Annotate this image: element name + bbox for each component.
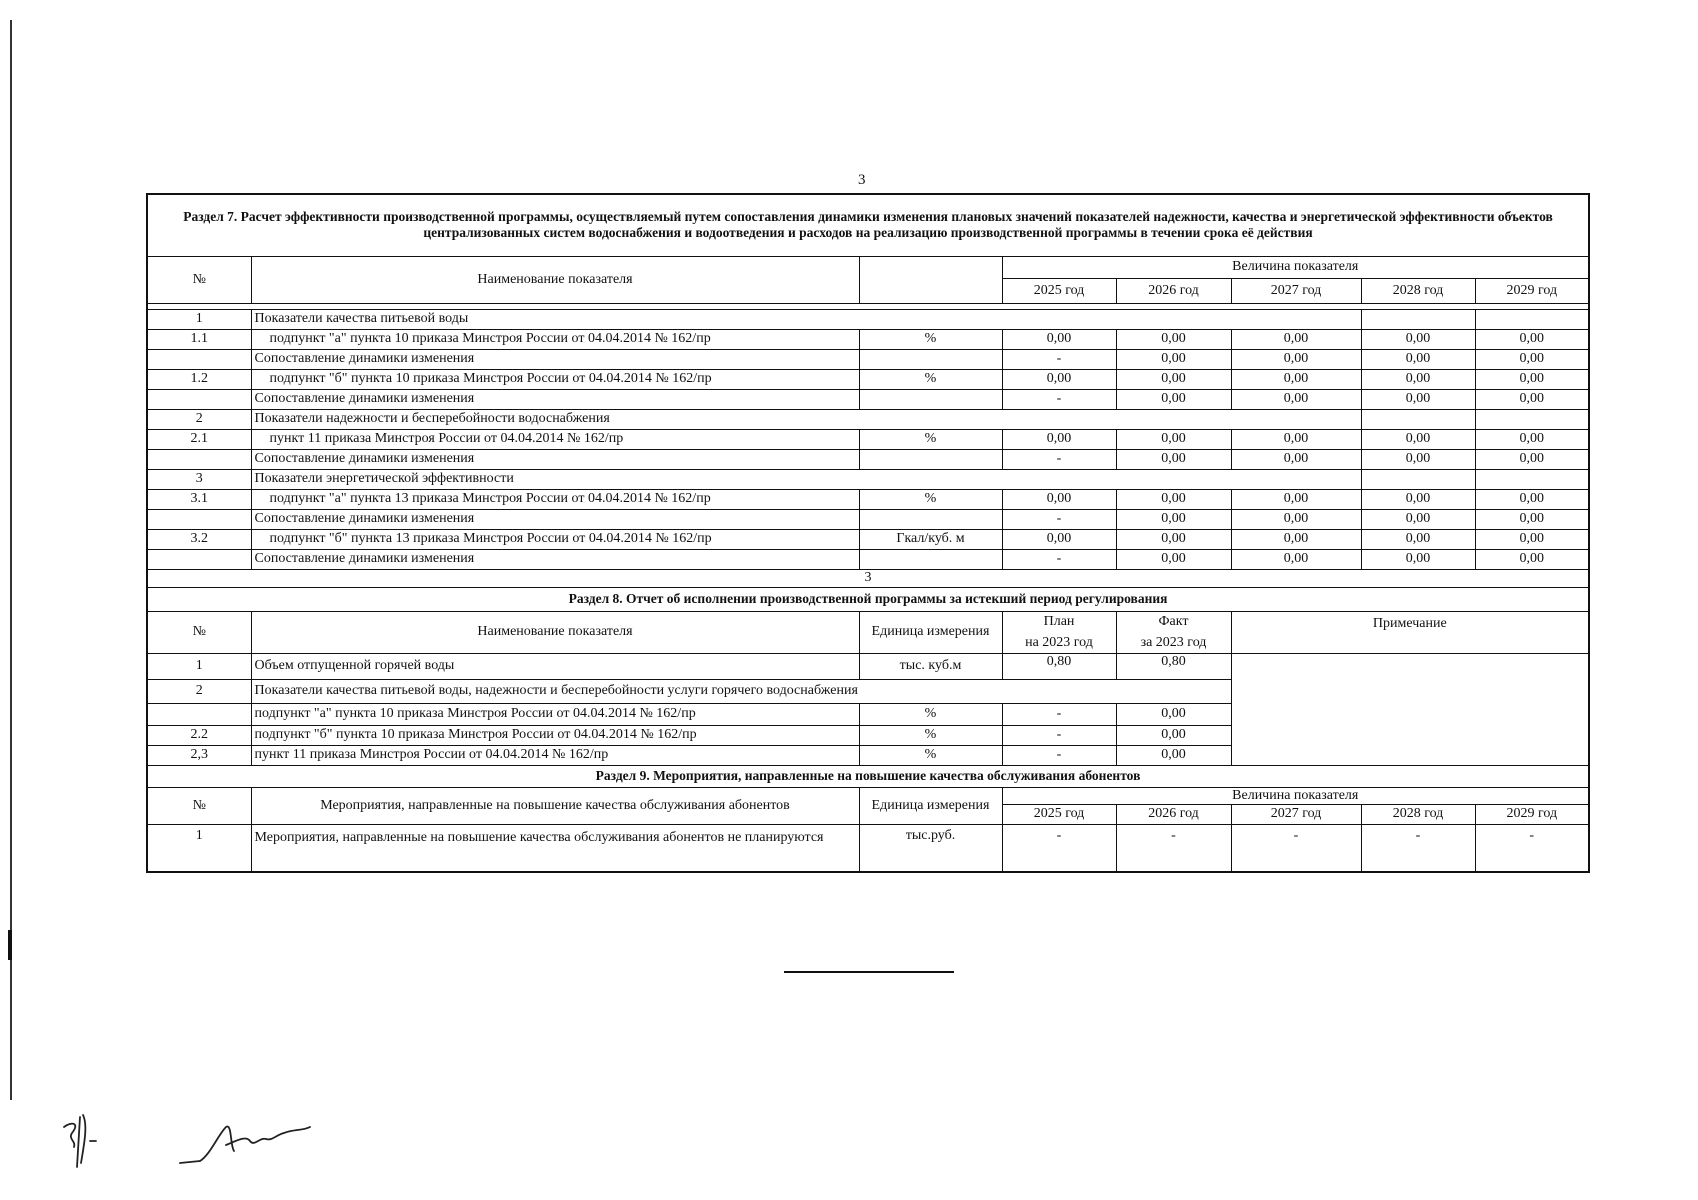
s7-value: 0,00	[1475, 529, 1589, 549]
s7-value: 0,00	[1002, 529, 1116, 549]
s7-row-num: 3	[147, 469, 251, 489]
s7-value: 0,00	[1361, 529, 1475, 549]
s7-value: 0,00	[1116, 529, 1231, 549]
s7-value: 0,00	[1231, 489, 1361, 509]
s8-row-name: подпункт "а" пункта 10 приказа Минстроя России от 04.04.2014 № 162/пр	[251, 703, 859, 725]
s7-cell	[1361, 309, 1475, 329]
s8-row-unit: %	[859, 745, 1002, 765]
s7-row-name: Сопоставление динамики изменения	[251, 449, 859, 469]
s7-row-num	[147, 509, 251, 529]
s7-value: 0,00	[1231, 429, 1361, 449]
s9-header-year: 2026 год	[1116, 804, 1231, 824]
s7-value: 0,00	[1231, 369, 1361, 389]
s9-value: -	[1116, 824, 1231, 872]
s9-header-name: Мероприятия, направленные на повышение качества обслуживания абонентов	[251, 787, 859, 824]
s7-group-title: Показатели качества питьевой воды	[251, 309, 1361, 329]
s7-value: 0,00	[1231, 529, 1361, 549]
s7-row-num: 3.2	[147, 529, 251, 549]
s7-value: 0,00	[1361, 489, 1475, 509]
s7-row-unit: %	[859, 429, 1002, 449]
s7-header-num: №	[147, 256, 251, 303]
s7-value: 0,00	[1475, 389, 1589, 409]
s7-value: 0,00	[1361, 389, 1475, 409]
s7-value: 0,00	[1361, 329, 1475, 349]
s7-row-name: подпункт "б" пункта 10 приказа Минстроя России от 04.04.2014 № 162/пр	[251, 369, 859, 389]
s9-header-unit: Единица измерения	[859, 787, 1002, 824]
s8-row-num: 1	[147, 653, 251, 679]
s7-header-year: 2026 год	[1116, 278, 1231, 303]
s7-row-name: подпункт "а" пункта 13 приказа Минстроя России от 04.04.2014 № 162/пр	[251, 489, 859, 509]
s7-row-unit: %	[859, 369, 1002, 389]
s7-value: 0,00	[1231, 349, 1361, 369]
s7-row-num: 2	[147, 409, 251, 429]
s7-value: 0,00	[1231, 329, 1361, 349]
footer-line	[784, 971, 954, 973]
left-margin-mark	[8, 930, 12, 960]
s8-row-name: Объем отпущенной горячей воды	[251, 653, 859, 679]
s7-value: 0,00	[1231, 509, 1361, 529]
s7-row-name: Сопоставление динамики изменения	[251, 349, 859, 369]
s7-value: 0,00	[1475, 369, 1589, 389]
s7-value: 0,00	[1116, 329, 1231, 349]
s7-header-year: 2025 год	[1002, 278, 1116, 303]
s7-value: -	[1002, 349, 1116, 369]
s7-header-value-group: Величина показателя	[1002, 256, 1589, 278]
section9-title: Раздел 9. Мероприятия, направленные на повышение качества обслуживания абонентов	[147, 765, 1589, 787]
s9-value: -	[1475, 824, 1589, 872]
s7-row-name: пункт 11 приказа Минстроя России от 04.04.2014 № 162/пр	[251, 429, 859, 449]
s7-row-name: Сопоставление динамики изменения	[251, 549, 859, 569]
s8-header-plan-line2: на 2023 год	[1002, 633, 1116, 653]
s7-value: 0,00	[1116, 369, 1231, 389]
s7-row-name: подпункт "а" пункта 10 приказа Минстроя России от 04.04.2014 № 162/пр	[251, 329, 859, 349]
s7-cell	[1361, 409, 1475, 429]
s8-plan-value: -	[1002, 745, 1116, 765]
s8-fact-value: 0,80	[1116, 653, 1231, 679]
s8-header-name: Наименование показателя	[251, 611, 859, 653]
s7-value: 0,00	[1002, 489, 1116, 509]
s7-value: 0,00	[1002, 429, 1116, 449]
s7-value: 0,00	[1475, 429, 1589, 449]
s7-cell	[1475, 409, 1589, 429]
s8-row-name: пункт 11 приказа Минстроя России от 04.04.2014 № 162/пр	[251, 745, 859, 765]
s9-row-num: 1	[147, 824, 251, 872]
s7-value: 0,00	[1231, 449, 1361, 469]
s9-header-year: 2027 год	[1231, 804, 1361, 824]
s7-row-num: 1.2	[147, 369, 251, 389]
s9-value: -	[1361, 824, 1475, 872]
s8-row-unit: %	[859, 725, 1002, 745]
s7-value: 0,00	[1361, 449, 1475, 469]
s7-value: 0,00	[1475, 349, 1589, 369]
s7-header-year: 2029 год	[1475, 278, 1589, 303]
s9-row-unit: тыс.руб.	[859, 824, 1002, 872]
s9-row-name: Мероприятия, направленные на повышение качества обслуживания абонентов не планируются	[251, 824, 859, 872]
handwritten-signature	[50, 1105, 340, 1175]
s8-row-num: 2,3	[147, 745, 251, 765]
s7-row-num: 1.1	[147, 329, 251, 349]
s7-value: 0,00	[1361, 429, 1475, 449]
s7-cell	[1361, 469, 1475, 489]
s7-header-name: Наименование показателя	[251, 256, 859, 303]
s7-row-unit	[859, 349, 1002, 369]
s8-note-cell	[1231, 653, 1589, 765]
s7-header-unit	[859, 256, 1002, 303]
s7-value: 0,00	[1475, 509, 1589, 529]
s8-header-fact-line2: за 2023 год	[1116, 633, 1231, 653]
s7-value: 0,00	[1116, 449, 1231, 469]
s7-row-num	[147, 349, 251, 369]
s7-value: 0,00	[1231, 389, 1361, 409]
s8-plan-value: -	[1002, 725, 1116, 745]
s8-row-num: 2.2	[147, 725, 251, 745]
s9-header-year: 2025 год	[1002, 804, 1116, 824]
s8-row-num	[147, 703, 251, 725]
s7-row-num: 3.1	[147, 489, 251, 509]
s7-row-name: подпункт "б" пункта 13 приказа Минстроя России от 04.04.2014 № 162/пр	[251, 529, 859, 549]
s7-row-unit: %	[859, 329, 1002, 349]
s8-header-fact-line1: Факт	[1116, 611, 1231, 633]
s7-value: 0,00	[1116, 429, 1231, 449]
s7-value: 0,00	[1475, 329, 1589, 349]
s7-value: 0,00	[1475, 549, 1589, 569]
s7-value: 0,00	[1116, 549, 1231, 569]
s7-row-unit: Гкал/куб. м	[859, 529, 1002, 549]
s9-value: -	[1002, 824, 1116, 872]
s8-header-unit: Единица измерения	[859, 611, 1002, 653]
s7-value: 0,00	[1116, 389, 1231, 409]
s7-value: 0,00	[1231, 549, 1361, 569]
s7-value: 0,00	[1002, 329, 1116, 349]
s7-value: 0,00	[1361, 509, 1475, 529]
s8-header-note: Примечание	[1231, 611, 1589, 653]
s8-header-plan-line1: План	[1002, 611, 1116, 633]
s7-row-num	[147, 389, 251, 409]
s7-value: 0,00	[1116, 349, 1231, 369]
s8-row-name: подпункт "б" пункта 10 приказа Минстроя России от 04.04.2014 № 162/пр	[251, 725, 859, 745]
s7-header-year: 2027 год	[1231, 278, 1361, 303]
s9-header-value-group: Величина показателя	[1002, 787, 1589, 804]
s7-value: 0,00	[1361, 369, 1475, 389]
s7-value: -	[1002, 509, 1116, 529]
section8-title: Раздел 8. Отчет об исполнении производственной программы за истекший период регулирования	[147, 587, 1589, 611]
s7-group-title: Показатели надежности и бесперебойности водоснабжения	[251, 409, 1361, 429]
s7-value: 0,00	[1116, 509, 1231, 529]
s7-value: -	[1002, 389, 1116, 409]
s7-row-unit	[859, 389, 1002, 409]
s7-value: 0,00	[1475, 489, 1589, 509]
s7-value: 0,00	[1002, 369, 1116, 389]
s8-fact-value: 0,00	[1116, 745, 1231, 765]
s9-value: -	[1231, 824, 1361, 872]
s7-header-year: 2028 год	[1361, 278, 1475, 303]
page-number: 3	[858, 172, 866, 188]
s7-row-name: Сопоставление динамики изменения	[251, 389, 859, 409]
s9-header-year: 2028 год	[1361, 804, 1475, 824]
s7-value: -	[1002, 549, 1116, 569]
s8-plan-value: 0,80	[1002, 653, 1116, 679]
s7-row-num: 2.1	[147, 429, 251, 449]
s7-cell	[1475, 309, 1589, 329]
s8-row-unit: тыс. куб.м	[859, 653, 1002, 679]
s7-value: 0,00	[1475, 449, 1589, 469]
s8-row-num: 2	[147, 679, 251, 703]
s7-row-num	[147, 549, 251, 569]
s7-row-unit	[859, 549, 1002, 569]
s7-row-unit	[859, 449, 1002, 469]
s7-value: 0,00	[1361, 549, 1475, 569]
s8-fact-value: 0,00	[1116, 703, 1231, 725]
s9-header-year: 2029 год	[1475, 804, 1589, 824]
s8-row-unit: %	[859, 703, 1002, 725]
s7-trailing-number: 3	[147, 569, 1589, 587]
s8-plan-value: -	[1002, 703, 1116, 725]
s7-row-num: 1	[147, 309, 251, 329]
report-table	[146, 193, 1590, 873]
section7-title: Раздел 7. Расчет эффективности производственной программы, осуществляемый путем сопоставления динамики изменения плановых значений показателей надежности, качества и энергетической эффективности объектов централизованных систем водоснабжения и водоотведения и расходов на реализацию производственной программы в течении срока её действия	[147, 194, 1589, 256]
s7-row-name: Сопоставление динамики изменения	[251, 509, 859, 529]
s7-value: 0,00	[1116, 489, 1231, 509]
s8-header-num: №	[147, 611, 251, 653]
s7-row-unit	[859, 509, 1002, 529]
s7-row-unit: %	[859, 489, 1002, 509]
s7-cell	[1475, 469, 1589, 489]
s8-group-title: Показатели качества питьевой воды, надежности и бесперебойности услуги горячего водоснабжения	[251, 679, 1231, 703]
s8-fact-value: 0,00	[1116, 725, 1231, 745]
s9-header-num: №	[147, 787, 251, 824]
s7-value: -	[1002, 449, 1116, 469]
s7-row-num	[147, 449, 251, 469]
s7-value: 0,00	[1361, 349, 1475, 369]
s7-group-title: Показатели энергетической эффективности	[251, 469, 1361, 489]
